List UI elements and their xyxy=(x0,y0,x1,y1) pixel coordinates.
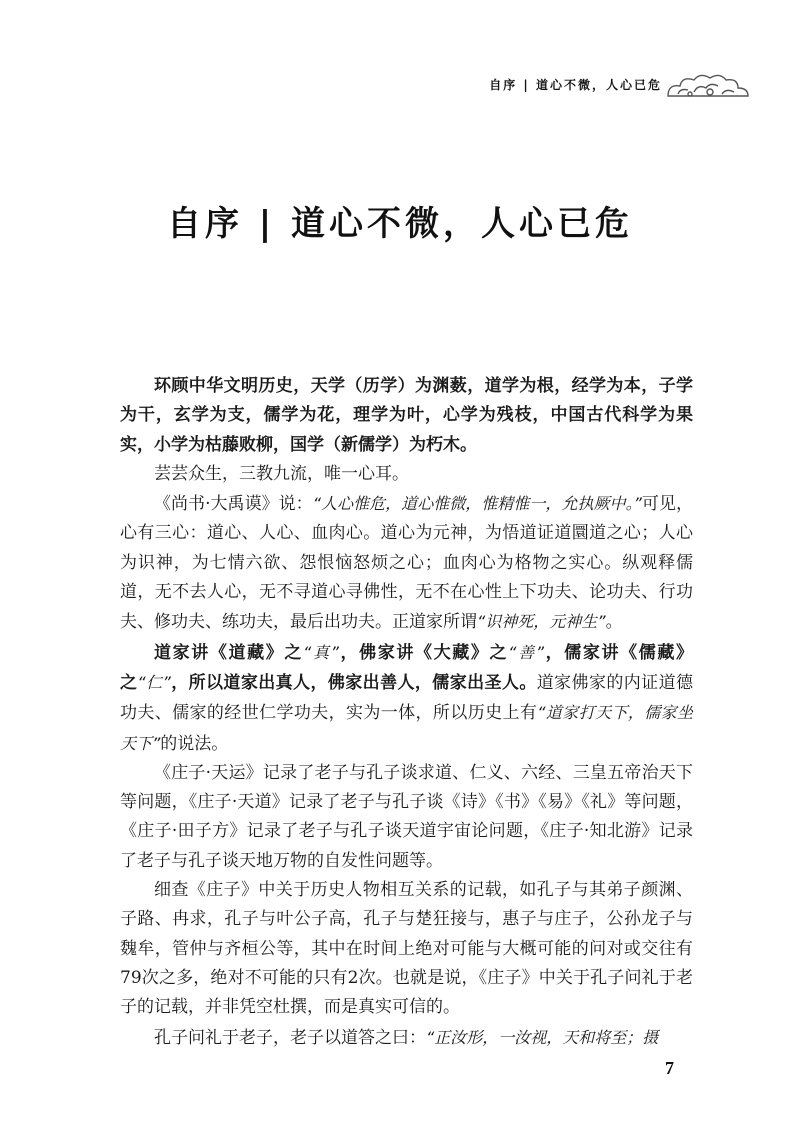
paragraph-text: 孔子问礼于老子，老子以道答之曰： xyxy=(154,1027,426,1048)
body-paragraph xyxy=(120,876,693,1022)
running-header: 自序 | 道心不微，人心已危 xyxy=(489,78,662,92)
paragraph-text: 道家讲《道藏》之 xyxy=(154,642,304,663)
paragraph-text: 道家佛家的内证道德功夫、儒家的经世仁学功夫，实为一体，所以历史上有 xyxy=(120,672,693,724)
paragraph-text: 《庄子·天运》记录了老子与孔子谈求道、仁义、六经、三皇五帝治天下等问题，《庄子·天道》记录了老子与孔子谈《诗》《书》《易》《礼》等问题，《庄子·田子方》记录了老子与孔子谈天道宇宙论问题，《庄子·知北游》记录了老子与孔子谈天地万物的自发性问题等。 xyxy=(120,762,693,871)
paragraph-text: 环顾中华文明历史，天学（历学）为渊薮，道学为根，经学为本，子学为干，玄学为支，儒学为花，理学为叶，心学为残枝，中国古代科学为果实，小学为枯藤败柳，国学（新儒学）为朽木。 xyxy=(120,376,693,455)
cloud-ornament-icon xyxy=(664,70,752,104)
paragraph-text: 。 xyxy=(605,612,623,633)
quoted-text: “善” xyxy=(508,642,544,662)
paragraph-text: ，儒家讲《儒藏》之 xyxy=(120,642,694,693)
quoted-text: “仁” xyxy=(137,672,171,692)
body-paragraph xyxy=(120,638,693,759)
quoted-text: “道家打天下，儒家坐天下” xyxy=(120,703,694,753)
body-paragraph xyxy=(120,489,693,637)
body-paragraph xyxy=(120,460,693,489)
quoted-text: “识神死，元神生” xyxy=(477,612,606,632)
body-paragraph xyxy=(120,759,693,876)
paragraph-text: 可见，心有三心：道心、人心、血肉心。道心为元神，为悟道证道圜道之心；人心为识神，为七情六欲、怨恨恼怒烦之心；血肉心为格物之实心。纵观释儒道，无不去人心，无不寻道心寻佛性，无不在心性上下功夫、论功夫、行功夫、修功夫、练功夫，最后出功夫。正道家所谓 xyxy=(120,494,693,633)
paragraph-text: ，佛家讲《大藏》之 xyxy=(338,642,509,663)
quoted-text: “正汝形，一汝视，天和将至；摄 xyxy=(426,1027,659,1047)
body-paragraph xyxy=(120,372,693,460)
quoted-text: “人心惟危，道心惟微，惟精惟一，允执厥中。” xyxy=(312,494,642,514)
quoted-text: “真” xyxy=(303,642,339,662)
page-number: 7 xyxy=(665,1058,674,1078)
paragraph-text: 芸芸众生，三教九流，唯一心耳。 xyxy=(154,463,409,484)
paragraph-text: ，所以道家出真人，佛家出善人，儒家出圣人。 xyxy=(170,672,537,693)
chapter-title: 自序 | 道心不微，人心已危 xyxy=(166,204,634,244)
paragraph-text: 的说法。 xyxy=(160,733,229,754)
body-paragraph xyxy=(120,1023,693,1053)
paragraph-text: 《尚书·大禹谟》说： xyxy=(154,494,313,515)
body-text xyxy=(120,372,693,1053)
paragraph-text: 细查《庄子》中关于历史人物相互关系的记载，如孔子与其弟子颜渊、子路、冉求，孔子与叶公子高，孔子与楚狂接与，惠子与庄子，公孙龙子与魏牟，管仲与齐桓公等，其中在时间上绝对可能与大概可能的问对或交往有79次之多，绝对不可能的只有2次。也就是说，《庄子》中关于孔子问礼于老子的记载，并非凭空杜撰，而是真实可信的。 xyxy=(120,880,693,1018)
